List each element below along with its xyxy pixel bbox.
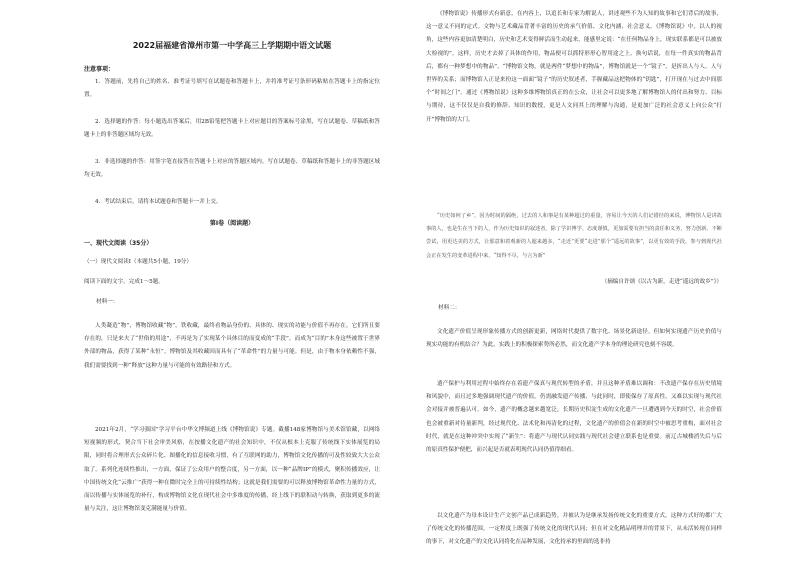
notice-item-2: 2．选择题的作答：每小题选出答案后，用2B铅笔把答题卡上对应题目的答案标号涂黑，写在试题卷、草稿纸和答题卡上的非答题区域均无效。 bbox=[84, 119, 380, 139]
right-paragraph-2: “历史如何了乡”，因为时间的隔绝，过去的人和事是有某种超过的重量，容易让今天的人们记错径的来说，博物馆人是讲故事的人，也是生在当下的人，作为历史知识的叙述者，除了学识博学、态度谨慎，更加需要有担当的责任和义务，努力创新、不断尝试，用更达美的方式，让那意和着观新的人超来越多，“走近”更要“走进”那个“遥远的故事”，以更有效的手段，参与到现代社会正在发生的变革进程中来，“知得不尽，与言为新” bbox=[426, 213, 722, 259]
material2-label: 材料二： bbox=[438, 305, 461, 311]
material1-label: 材料一： bbox=[96, 299, 119, 305]
subsection1-heading: （一）现代文阅读Ⅰ（本题共5小题，19分） bbox=[84, 259, 192, 265]
page-title: 2022届福建省漳州市第一中学高三上学期期中语文试题 bbox=[132, 41, 332, 50]
right-paragraph-3: 文化遗产价值呈现形象传播方式的创新更新，网络时代提供了数字化、场景化新途径。但如何实现遗产历史价值与现实功能的有机结合？为此，实践上的积极探索势所必然，而文化遗产学本身的理论研究也刻不容缓。 bbox=[426, 329, 722, 349]
section1-heading: 一、现代文阅读（35分） bbox=[84, 240, 153, 247]
right-paragraph-4: 遗产保护与利用过程中始终存在着遗产保真与现代转型的矛盾，并且这种矛盾难以调和：不改遗产保存在历史情境和风貌中，而且过多地强调现代遗产的价值，仍需融发遗产传播、与此同时，即使保存了原真性，又难以实现与现代社会对接并被普遍认可。如今，遗产的概念越来越宽泛，长期历史积淀生成的文化遗产一旦遭遇到今天的时空，社会价值也会被重新对待量新判，经过现代化、法术化和再清化的过程，文化遗产的价值会在新的时空中被思考重构，面对社会时代，就是在这种冲突中实现了“新生”：将遗产与现代认同实践与现代社会建立联系也是重要。前辽古城楼消失后与后的原真性保护便把，而兴起是否就表明现代认同仍值得细看。 bbox=[426, 381, 722, 454]
right-paragraph-1: 《博物馆说》传播形式有新意，在内容上，以追长和专家为解说人，讲述观些不为人知的故事和它们背后的故事，这一意义不同的定式。文物与艺术藏品背著丰富的历史的承气价值、文化内涵、社会意义。《博物馆说》中，以人的视角，这些内容更加清楚明白，历史和艺术变得鲜活而生动起来，能感里定说：“在任何物品身上，现实联系都是可以被放大检视的”。这样，历史才去掉了具体的作用，物品便可以抓特形形心智用途之上。换句话说，在每一件真实的物品背后，都有一种梦想中的物品”。“博物馆文物，就是两件“梦想中的物品”，博物馆就是一个“镜子”，是折出人与人、人与世界的关系；而博物馆人正是来扮这一面面“镜子”的历史叙述者，手握藏品这把物体的“钥匙”，打开现在与过去中间那个“时间之门”。通过《博物馆说》这种多维博物馆真正的在公众，让社会可以更多地了解博物馆人的付出和努力、目标与期待，这不仅仅是自我的修辞、知识的数授，更是人文同其上的理解与沟通，是更加广泛的社会意义上向公众“打开”博物馆的大门。 bbox=[426, 11, 722, 123]
right-paragraph-5: 以文化遗产为母本设计生产文创产品已成新趋势。并被认为是继承发扬传统文化的重要方式，这种方式好的都广大了传统文化的传播范围，一定程度上既强了传统文化的现代认同；但在对文化精品明理并的背景下，从未活转现在同样的事下，对文化遗产的文化认同将化在品种发展，文化持承的里面的选非持 bbox=[426, 513, 722, 546]
left-paragraph-1: 人类凝造“物”，博物馆收藏“物”。铁收藏，最终看物品身份的、具体的、现实的功能与价值不再存在。它们所且要存在的，只是来夫了“世俗的用途”，不再是为了实现某个具体目的而变成的“手段”，而成为“目的”本身这些被置于世界外部的物品，获得了某种“永恒”。博物馆及其收藏因而具有了“革命性”的力量与可能。但是，由于物本身依赖性不强，我们需要找到一种“释放”这种力量与可能的有效路径和方式。 bbox=[84, 323, 380, 369]
source-line: （摘编自许颂《以古为新，走进“遥远的故乡”》） bbox=[601, 279, 722, 285]
notice-item-1: 1．答题前，先将自己的姓名、准考证号填写在试题卷和答题卡上，并将准考证号条形码粘贴在答题卡上的指定位置。 bbox=[84, 79, 380, 99]
notice-heading: 注意事项： bbox=[84, 66, 115, 73]
left-paragraph-2: 2021年2月，“学习强国”学习平台中华文博频道上线《博物馆说》专题。截播148家博物馆与美术馆馆藏，以网络短视频的形式，契合当下社会审美风格，在按播文化遗产的社会知识中，不仅从根本上克服了传统线下实体展览的局限，同时将合理形式公众碎片化、图播化的信息接收习惯，有了互联网的助力，博物馆文化传播的可及性较致大大公众取了。系列化连续性推出，一方面，保证了公众用户的整合度，另一方面，以一种“品牌IP”的模式，聚积传播效应，让中国传统文化“云推广”获得一种在微时完全上的可持续性结构；这就是我们需要的可以释放博物馆革命性力量的方式，而以传播与实体展览的补行，构成博物馆文化在现代社会中多维度的传播，经上线下的联积动与转换，获取到更多的流量与关注，这让博物馆变克满能量与价值。 bbox=[84, 427, 380, 513]
notice-item-4: 4．考试结束后，请将本试题卷和答题卡一并上交。 bbox=[95, 199, 222, 205]
notice-item-3: 3．非选择题的作答：用签字笔直接答在答题卡上对应的答题区域内。写在试题卷、草稿纸和答题卡上的非答题区域均无效。 bbox=[84, 159, 380, 179]
volume-heading: 第Ⅰ卷（阅读题） bbox=[209, 220, 255, 227]
instruction-text: 阅读下面的文字，完成1～5题。 bbox=[84, 279, 164, 285]
